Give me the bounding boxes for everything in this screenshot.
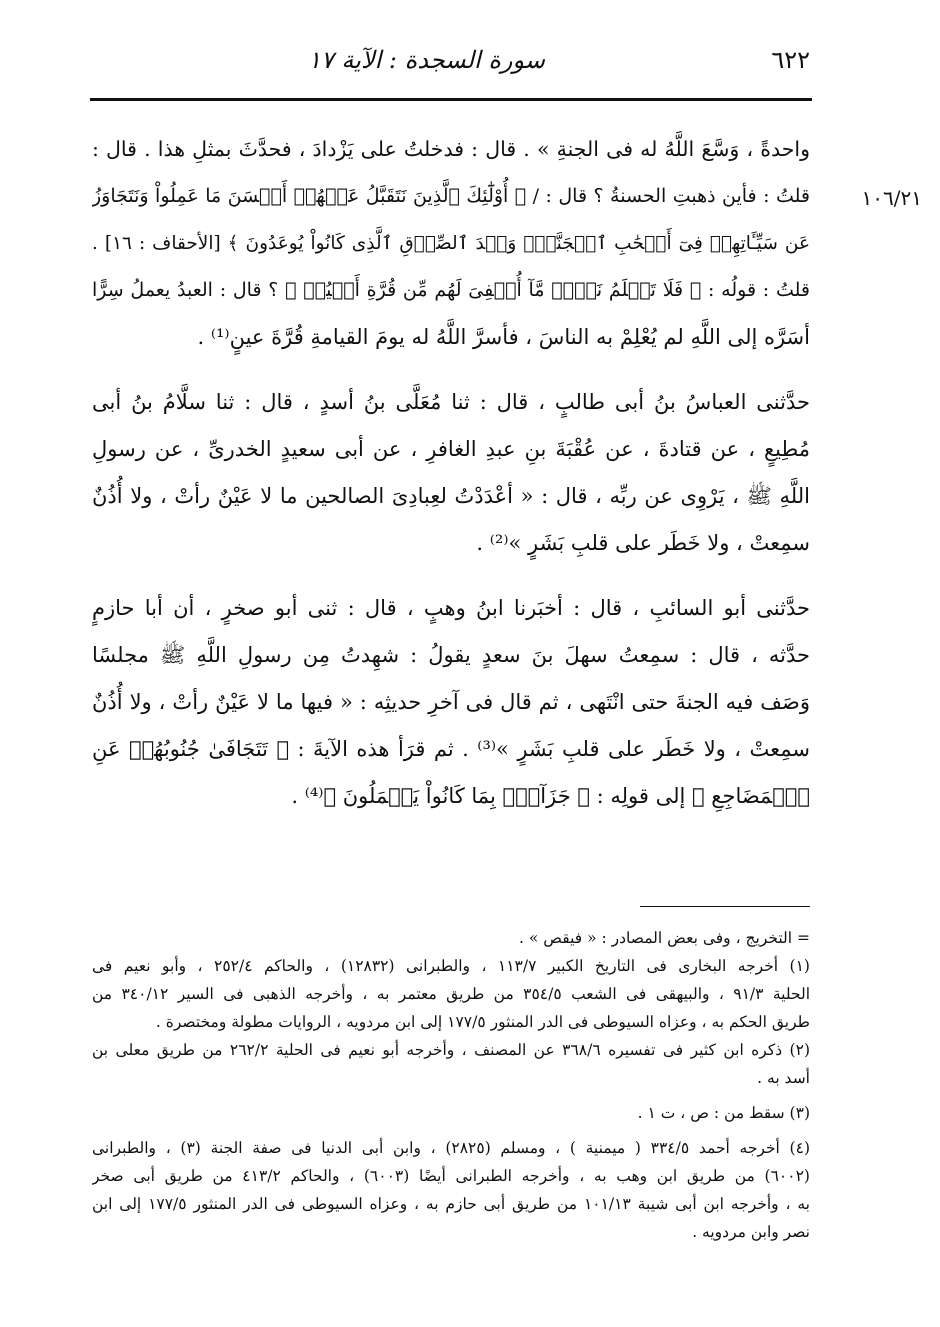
footnote-line: = التخريج ، وفى بعض المصادر : « فيقص » .: [518, 929, 810, 947]
text-line: قلتُ : فأين ذهبتِ الحسنةُ ؟ قال : / ﴿ أُوْلَٰٓئِكَ ٱلَّذِينَ نَتَقَبَّلُ عَنۡهُمۡ أَحۡسَنَ مَا عَمِلُواْ وَنَتَجَاوَزُ: [92, 185, 810, 207]
footnote-3: [92, 1099, 810, 1127]
footnote-2: [92, 1036, 810, 1092]
footnote-line: (٤) أخرجه أحمد ٣٣٤/٥ ( ميمنية ) ، ومسلم (٢٨٢٥) ، وابن أبى الدنيا فى صفة الجنة (٣) ، والطبرانى: [92, 1139, 810, 1157]
text-line: حدَّثنى أبو السائبِ ، قال : أخبَرنا ابنُ وهبٍ ، قال : ثنى أبو صخرٍ ، أن أبا حازمٍ: [92, 596, 810, 620]
paragraph-2: [92, 379, 810, 567]
footnote-line: الحلية ٩١/٣ ، والبيهقى فى الشعب ٣٥٤/٥ من طريق معتمر به ، وأخرجه الذهبى فى السير ٣٤٠/١٢ من: [92, 985, 810, 1003]
footnote-1: [92, 952, 810, 1036]
page-header: [90, 40, 810, 90]
text-line: قلتُ : قولُه : ﴿ فَلَا تَعۡلَمُ نَفۡسٞ مَّآ أُخۡفِىَ لَهُم مِّن قُرَّةِ أَعۡيُنٖ ﴾ ؟ قال : العبدُ يعملُ سِرًّا: [92, 279, 810, 301]
text-line: حدَّثنى العباسُ بنُ أبى طالبٍ ، قال : ثنا مُعَلَّى بنُ أسدٍ ، قال : ثنا سلَّامُ بنُ أبى: [92, 390, 810, 414]
footnote-line: أسد به .: [757, 1069, 810, 1087]
footnotes: [92, 924, 810, 1246]
text-line: عَن سَيِّـَٔاتِهِمۡ فِىٓ أَصۡحَٰبِ ٱلۡجَنَّةِۖ وَعۡدَ ٱلصِّدۡقِ ٱلَّذِى كَانُواْ يُوعَدُونَ ﴾ [الأحقاف : ١٦] .: [92, 233, 810, 254]
header-rule: [90, 98, 812, 101]
footnote-line: (٦٠٠٢) من طريق ابن وهب به ، وأخرجه الطبرانى أيضًا (٦٠٠٣) ، والحاكم ٤١٣/٢ من طريق أبى صخر: [92, 1167, 810, 1185]
footnote-line: طريق الحكم به ، وعزاه السيوطى فى الدر المنثور ١٧٧/٥ إلى ابن مردويه ، الروايات مطولة ومختصرة .: [155, 1013, 810, 1031]
footnote-separator: [640, 906, 810, 907]
footnote-line: به ، وأخرجه ابن أبى شيبة ١٠١/١٣ من طريق أبى حازم به ، وعزاه السيوطى فى الدر المنثور ١٧٧/٥ إلى ابن: [92, 1195, 810, 1213]
text-line: أسَرَّه إلى اللَّهِ لم يُعْلِمْ به الناسَ ، فأسرَّ اللَّهُ له يومَ القيامةِ قُرَّةَ عينٍ⁽¹⁾ .: [197, 325, 810, 349]
text-line: واحدةً ، وَسَّعَ اللَّهُ له فى الجنةِ » . قال : فدخلتُ على يَزْدادَ ، فحدَّثَ بمثلِ هذا . قال :: [92, 137, 810, 161]
footnote-line: نصر وابن مردويه .: [692, 1223, 810, 1241]
footnote-4: [92, 1134, 810, 1246]
text-line: حدَّثه ، قال : سمِعتُ سهلَ بنَ سعدٍ يقولُ : شهِدتُ مِن رسولِ اللَّهِ ﷺ مجلسًا: [92, 643, 810, 667]
footnote-line: (١) أخرجه البخارى فى التاريخ الكبير ١١٣/٧ ، والطبرانى (١٢٨٣٢) ، والحاكم ٢٥٢/٤ ، وأبو نعيم فى: [92, 957, 810, 975]
text-line: سمِعتْ ، ولا خَطَر على قلبِ بَشَرٍ »⁽²⁾ .: [476, 531, 810, 555]
text-line: وَصَف فيه الجنةَ حتى انْتَهى ، ثم قال فى آخرِ حديثِه : « فيها ما لا عَيْنٌ رأتْ ، ولا أُذُنٌ: [92, 690, 810, 714]
paragraph-1: [92, 126, 810, 361]
footnote-continuation: [92, 924, 810, 952]
text-line: سمِعتْ ، ولا خَطَر على قلبِ بَشَرٍ »⁽³⁾ . ثم قرَأ هذه الآيةَ : ﴿ تَتَجَافَىٰ جُنُوبُهُمۡ عَنِ: [92, 737, 810, 761]
body-text: [92, 126, 810, 820]
page-number: ٦٢٢: [771, 46, 810, 74]
paragraph-3: [92, 585, 810, 820]
text-line: ٱلۡمَضَاجِعِ ﴾ إلى قولِه : ﴿ جَزَآءَۢ بِمَا كَانُواْ يَعۡمَلُونَ ﴾⁽⁴⁾ .: [291, 784, 810, 808]
margin-reference: ١٠٦/٢١: [861, 186, 922, 210]
text-line: اللَّهِ ﷺ ، يَرْوِى عن ربِّه ، قال : « أعْدَدْتُ لعِبادِىَ الصالحين ما لا عَيْنٌ رأتْ ، ولا أُذُنٌ: [92, 484, 810, 508]
footnote-line: (٢) ذكره ابن كثير فى تفسيره ٣٦٨/٦ عن المصنف ، وأخرجه أبو نعيم فى الحلية ٢٦٢/٢ من طريق معلى بن: [92, 1041, 810, 1059]
text-line: مُطِيعٍ ، عن قتادةَ ، عن عُقْبَةَ بنِ عبدِ الغافرِ ، عن أبى سعيدٍ الخدرىِّ ، عن رسولِ: [92, 437, 810, 461]
footnote-line: (٣) سقط من : ص ، ت ١ .: [637, 1104, 810, 1122]
running-title: سورة السجدة : الآية ١٧: [307, 46, 545, 74]
